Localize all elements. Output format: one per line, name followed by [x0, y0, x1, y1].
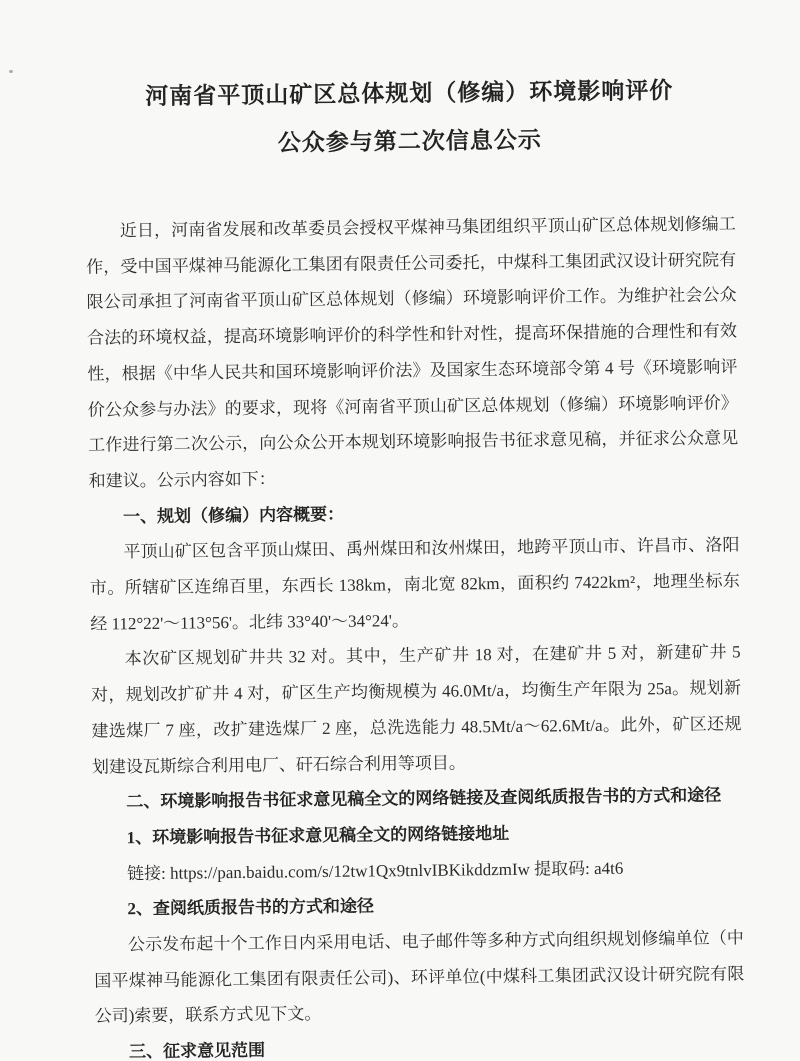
subsection-2-1-heading: 1、环境影响报告书征求意见稿全文的网络链接地址	[126, 823, 510, 848]
document-sheet	[84, 66, 745, 1061]
scan-speck	[9, 70, 13, 73]
document-title	[84, 66, 735, 169]
mining-area-paragraph: 平顶山矿区包含平顶山煤田、禹州煤田和汝州煤田，地跨平顶山市、许昌市、洛阳市。所辖矿区连绵百里，东西长 138km，南北宽 82km，面积约 7422km²，地理坐标东经 112°22'～113°56'。北纬 33°40'～34°24'。	[89, 535, 740, 634]
planning-scale-paragraph: 本次矿区规划矿井共 32 对。其中，生产矿井 18 对，在建矿井 5 对，新建矿井 5 对，规划改扩矿井 4 对，矿区生产均衡规模为 46.0Mt/a，均衡生产年限为 25a。规划新建选煤厂 7 座，改扩建选煤厂 2 座，总洗选能力 48.5Mt/a～62.6Mt/a。此外，矿区还规划建设瓦斯综合利用电厂、矸石综合利用等项目。	[90, 642, 742, 777]
document-title-line2: 公众参与第二次信息公示	[277, 127, 542, 156]
section-1-heading: 一、规划（修编）内容概要：	[122, 504, 345, 526]
section-3-heading: 三、征求意见范围	[129, 1040, 266, 1061]
document-body	[86, 206, 746, 1061]
section-2-heading: 二、环境影响报告书征求意见稿全文的网络链接及查阅纸质报告书的方式和途径	[126, 785, 722, 812]
paper-report-paragraph: 公示发布起十个工作日内采用电话、电子邮件等多种方式向组织规划修编单位（中国平煤神马能源化工集团有限责任公司)、环评单位(中煤科工集团武汉设计研究院有限公司)索要，联系方式见下文。	[94, 928, 745, 1027]
subsection-2-2-heading: 2、查阅纸质报告书的方式和途径	[127, 896, 375, 919]
document-title-line1: 河南省平顶山矿区总体规划（修编）环境影响评价	[145, 78, 674, 109]
report-link-line: 链接: https://pan.baidu.com/s/12tw1Qx9tnlvIBKikddzmIw 提取码: a4t6	[126, 858, 624, 883]
intro-paragraph: 近日，河南省发展和改革委员会授权平煤神马集团组织平顶山矿区总体规划修编工作，受中国平煤神马能源化工集团有限责任公司委托，中煤科工集团武汉设计研究院有限公司承担了河南省平顶山矿区总体规划（修编）环境影响评价工作。为维护社会公众合法的环境权益，提高环境影响评价的科学性和针对性，提高环保措施的合理性和有效性，根据《中华人民共和国环境影响评价法》及国家生态环境部令第 4 号《环境影响评价公众参与办法》的要求，现将《河南省平顶山矿区总体规划（修编）环境影响评价》工作进行第二次公示，向公众公开本规划环境影响报告书征求意见稿，并征求公众意见和建议。公示内容如下：	[86, 214, 739, 491]
